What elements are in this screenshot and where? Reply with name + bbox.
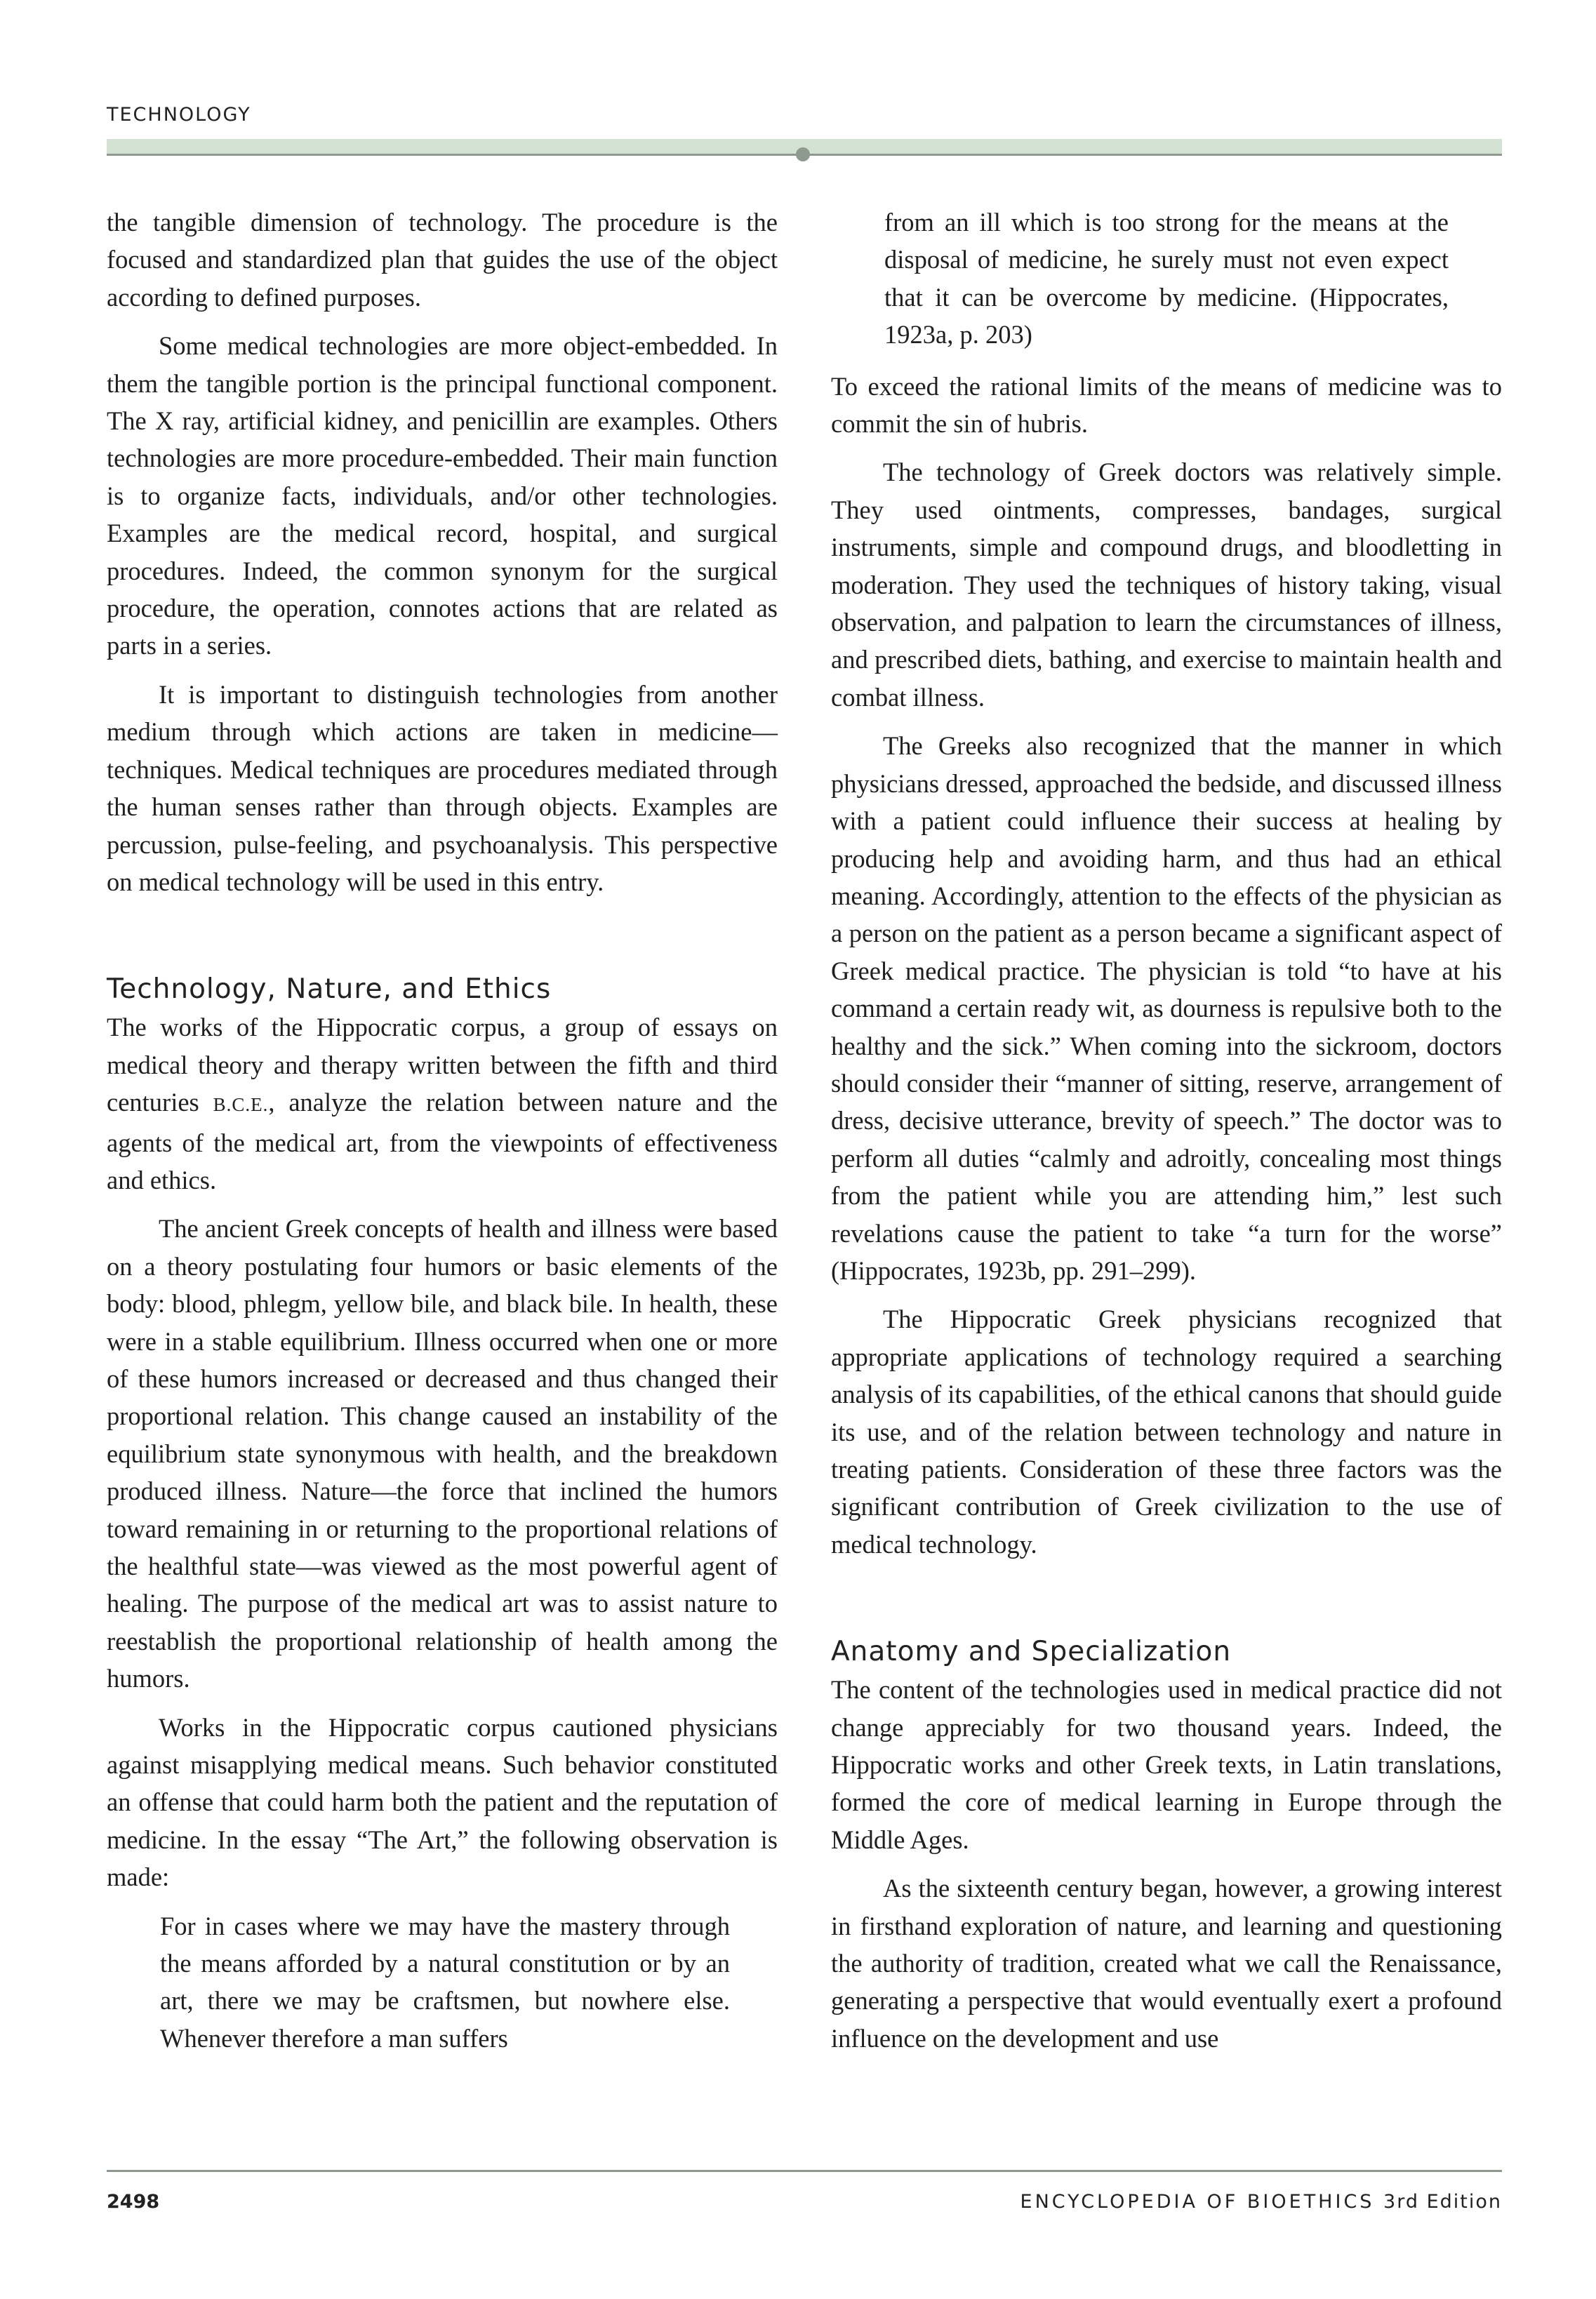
era-abbreviation: B.C.E. [213,1094,269,1116]
left-column [107,204,778,2057]
paragraph [107,1008,778,1199]
edition-label: 3rd Edition [1383,2191,1502,2213]
paragraph: the tangible dimension of technology. The procedure is the focused and standardized plan that guides the use of the object according to defined purposes. [107,208,778,312]
book-title-text: ENCYCLOPEDIA OF BIOETHICS [1020,2191,1375,2213]
section-heading-anatomy-specialization: Anatomy and Specialization [831,1636,1232,1668]
header-rule-ornament [796,147,810,161]
paragraph: The Hippocratic Greek physicians recognized that appropriate applications of technology required a searching analysis of its capabilities, of the ethical canons that should guide its use, and of the relation between technology and nature in treating patients. Consideration of these three factors was the significant contribution of Greek civilization to the use of medical technology. [831,1305,1502,1559]
text-run: The works of the Hippocratic corpus, a group of essays on medical theory and therapy written between the fifth and third centuries [107,1013,778,1117]
paragraph: To exceed the rational limits of the means of medicine was to commit the sin of hubris. [831,371,1502,439]
paragraph: The ancient Greek concepts of health and illness were based on a theory postulating four humors or basic elements of the body: blood, phlegm, yellow bile, and black bile. In health, these were in a stable equilibrium. Illness occurred when one or more of these humors increased or decreased and thus changed their proportional relation. This change caused an instability of the equilibrium state synonymous with health, and the breakdown produced illness. Nature—the force that inclined the humors toward remaining in or returning to the proportional relations of the healthful state—was viewed as the most powerful agent of healing. The purpose of the medical art was to assist nature to reestablish the proportional relationship of health among the humors. [107,1214,778,1693]
running-head: TECHNOLOGY [107,104,251,126]
footer-rule [107,2170,1502,2172]
paragraph: The content of the technologies used in medical practice did not change appreciably for two thousand years. Indeed, the Hippocratic works and other Greek texts, in Latin translations, formed the core of medical learning in Europe through the Middle Ages. [831,1675,1502,1854]
paragraph: It is important to distinguish technologies from another medium through which actions are taken in medicine—techniques. Medical techniques are procedures mediated through the human senses rather than through objects. Examples are percussion, pulse-feeling, and psychoanalysis. This perspective on medical technology will be used in this entry. [107,679,778,896]
page-number: 2498 [107,2191,160,2213]
section-heading-technology-nature-ethics: Technology, Nature, and Ethics [107,973,552,1006]
book-title [1020,2191,1502,2213]
paragraph: The technology of Greek doctors was relatively simple. They used ointments, compresses, bandages, surgical instruments, simple and compound drugs, and bloodletting in moderation. They used the techniques of history taking, visual observation, and palpation to learn the circumstances of illness, and prescribed diets, bathing, and exercise to maintain health and combat illness. [831,458,1502,712]
paragraph: Works in the Hippocratic corpus cautioned physicians against misapplying medical means. Such behavior constituted an offense that could harm both the patient and the reputation of medicine. In the essay “The Art,” the following observation is made: [107,1712,778,1892]
block-quote-continued: from an ill which is too strong for the means at the disposal of medicine, he surely must not even expect that it can be overcome by medicine. (Hippocrates, 1923a, p. 203) [884,208,1449,349]
paragraph: The Greeks also recognized that the manner in which physicians dressed, approached the bedside, and discussed illness with a patient could influence their success at healing by producing help and avoiding harm, and thus had an ethical meaning. Accordingly, attention to the effects of the physician as a person on the patient as a person became a significant aspect of Greek medical practice. The physician is told “to have at his command a certain ready wit, as dourness is repulsive both to the healthy and the sick.” When coming into the sickroom, doctors should consider their “manner of sitting, reserve, arrangement of dress, decisive utterance, brevity of speech.” The doctor was to perform all duties “calmly and adroitly, concealing most things from the patient while you are attending him,” lest such revelations cause the patient to take “a turn for the worse” (Hippocrates, 1923b, pp. 291–299). [831,731,1502,1285]
paragraph: As the sixteenth century began, however, a growing interest in firsthand exploration of nature, and learning and questioning the authority of tradition, created what we call the Renaissance, generating a perspective that would eventually exert a profound influence on the development and use [831,1874,1502,2053]
right-column [831,204,1502,2068]
block-quote: For in cases where we may have the mastery through the means afforded by a natural constitution or by an art, there we may be craftsmen, but nowhere else. Whenever therefore a man suffers [160,1911,730,2053]
paragraph: Some medical technologies are more object-embedded. In them the tangible portion is the principal functional component. The X ray, artificial kidney, and penicillin are examples. Others technologies are more procedure-embedded. Their main function is to organize facts, individuals, and/or other technologies. Examples are the medical record, hospital, and surgical procedures. Indeed, the common synonym for the surgical procedure, the operation, connotes actions that are related as parts in a series. [107,331,778,660]
text-run: , analyze the relation between nature and the agents of the medical art, from the viewpoints of effectiveness and ethics. [107,1088,778,1194]
